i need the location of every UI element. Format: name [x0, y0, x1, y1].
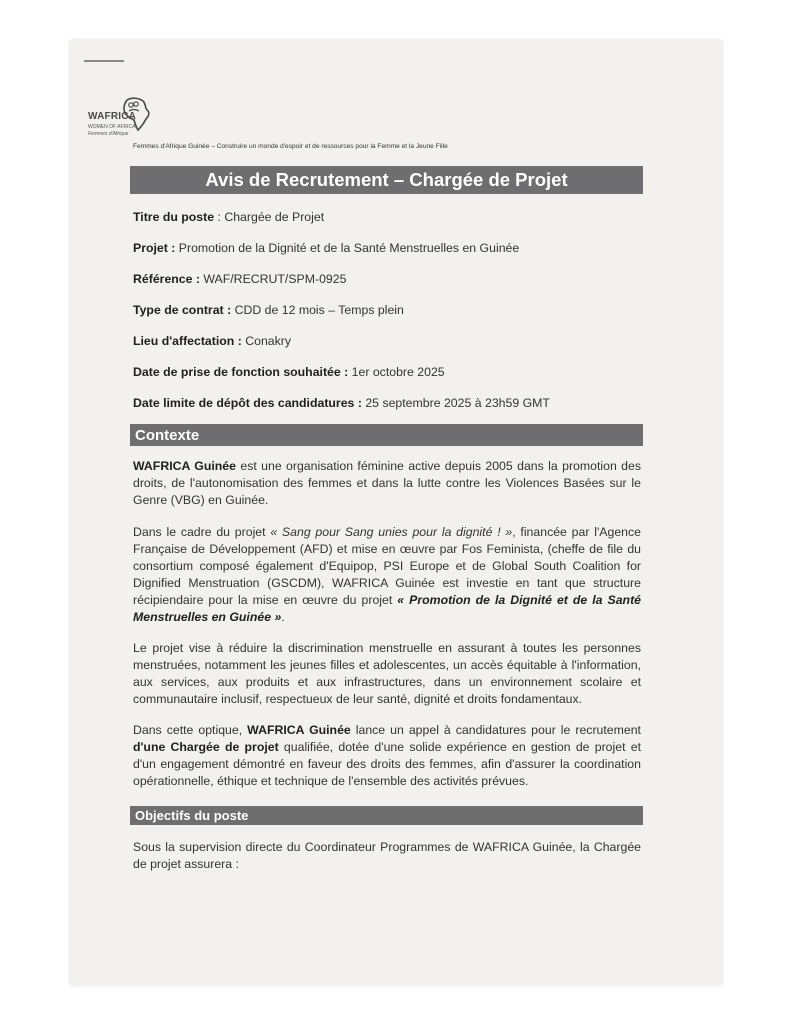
- field-value: Conakry: [245, 334, 292, 348]
- field-reference: [133, 272, 346, 286]
- logo-subtitle: WOMEN OF AFRICA: [88, 124, 136, 130]
- field-type-de-contrat: [133, 303, 404, 317]
- logo-subtitle-fr: Femmes d'Afrique: [88, 131, 129, 137]
- wafrica-logo: [88, 96, 160, 140]
- paragraph-contexte-1: WAFRICA Guinée est une organisation féminine active depuis 2005 dans la promotion des droits, de l'autonomisation des femmes et dans la lutte contre les Violences Basées sur le Genre (VBG) en Guinée.: [133, 459, 641, 507]
- field-label: Titre du poste: [133, 210, 215, 224]
- field-value: Promotion de la Dignité et de la Santé Menstruelles en Guinée: [178, 241, 520, 255]
- logo-name: WAFRICA: [88, 111, 137, 122]
- tagline: Femmes d'Afrique Guinée – Construire un monde d'espoir et de ressources pour la Femme et la Jeune Fille: [133, 143, 448, 150]
- field-value: CDD de 12 mois – Temps plein: [234, 303, 404, 317]
- page-title: Avis de Recrutement – Chargée de Projet: [130, 166, 643, 194]
- field-value: WAF/RECRUT/SPM-0925: [203, 272, 347, 286]
- staple-mark: [84, 60, 124, 62]
- field-lieu-affectation: [133, 334, 291, 348]
- field-label: Projet :: [133, 241, 176, 255]
- field-label: Lieu d'affectation :: [133, 334, 242, 348]
- field-date-limite: [133, 396, 550, 410]
- field-titre-du-poste: Titre du poste : Chargée de Projet: [133, 210, 325, 224]
- field-date-prise-fonction: [133, 365, 445, 379]
- field-label: Date de prise de fonction souhaitée :: [133, 365, 349, 379]
- paragraph-contexte-3: Le projet vise à réduire la discrimination menstruelle en assurant à toutes les personnes menstruées, notamment les jeunes filles et adolescentes, un accès équitable à l'information, aux services, aux produits et aux infrastructures, dans un environnement scolaire et communautaire inclusif, respectueux de leur santé, dignité et droits fondamentaux.: [133, 641, 641, 706]
- paragraph-contexte-4: Dans cette optique, WAFRICA Guinée lance un appel à candidatures pour le recrutement d'une Chargée de projet qualifiée, dotée d'une solide expérience en gestion de projet et d'un engagement démontré en faveur des droits des femmes, afin d'assurer la coordination opérationnelle, éthique et technique de l'ensemble des activités prévues.: [133, 723, 641, 788]
- section-heading-contexte: Contexte: [130, 424, 643, 446]
- field-projet: [133, 241, 519, 255]
- field-label: Date limite de dépôt des candidatures :: [133, 396, 362, 410]
- paragraph-contexte-2: Dans le cadre du projet « Sang pour Sang unies pour la dignité ! », financée par l'Agence Française de Développement (AFD) et mise en œuvre par Fos Feminista, (cheffe de file du consortium composé également d'Equipop, PSI Europe et de Global South Coalition for Dignified Menstruation (GSCDM), WAFRICA Guinée est investie en tant que structure récipiendaire pour la mise en œuvre du projet « Promotion de la Dignité et de la Santé Menstruelles en Guinée ».: [133, 525, 642, 624]
- section-heading-objectifs: Objectifs du poste: [130, 806, 643, 825]
- field-value: 25 septembre 2025 à 23h59 GMT: [365, 396, 550, 410]
- field-label: Référence :: [133, 272, 200, 286]
- field-value: Chargée de Projet: [224, 210, 325, 224]
- field-value: 1er octobre 2025: [351, 365, 445, 379]
- field-label: Type de contrat :: [133, 303, 232, 317]
- paragraph-objectifs-1: Sous la supervision directe du Coordinateur Programmes de WAFRICA Guinée, la Chargée de projet assurera :: [133, 840, 641, 871]
